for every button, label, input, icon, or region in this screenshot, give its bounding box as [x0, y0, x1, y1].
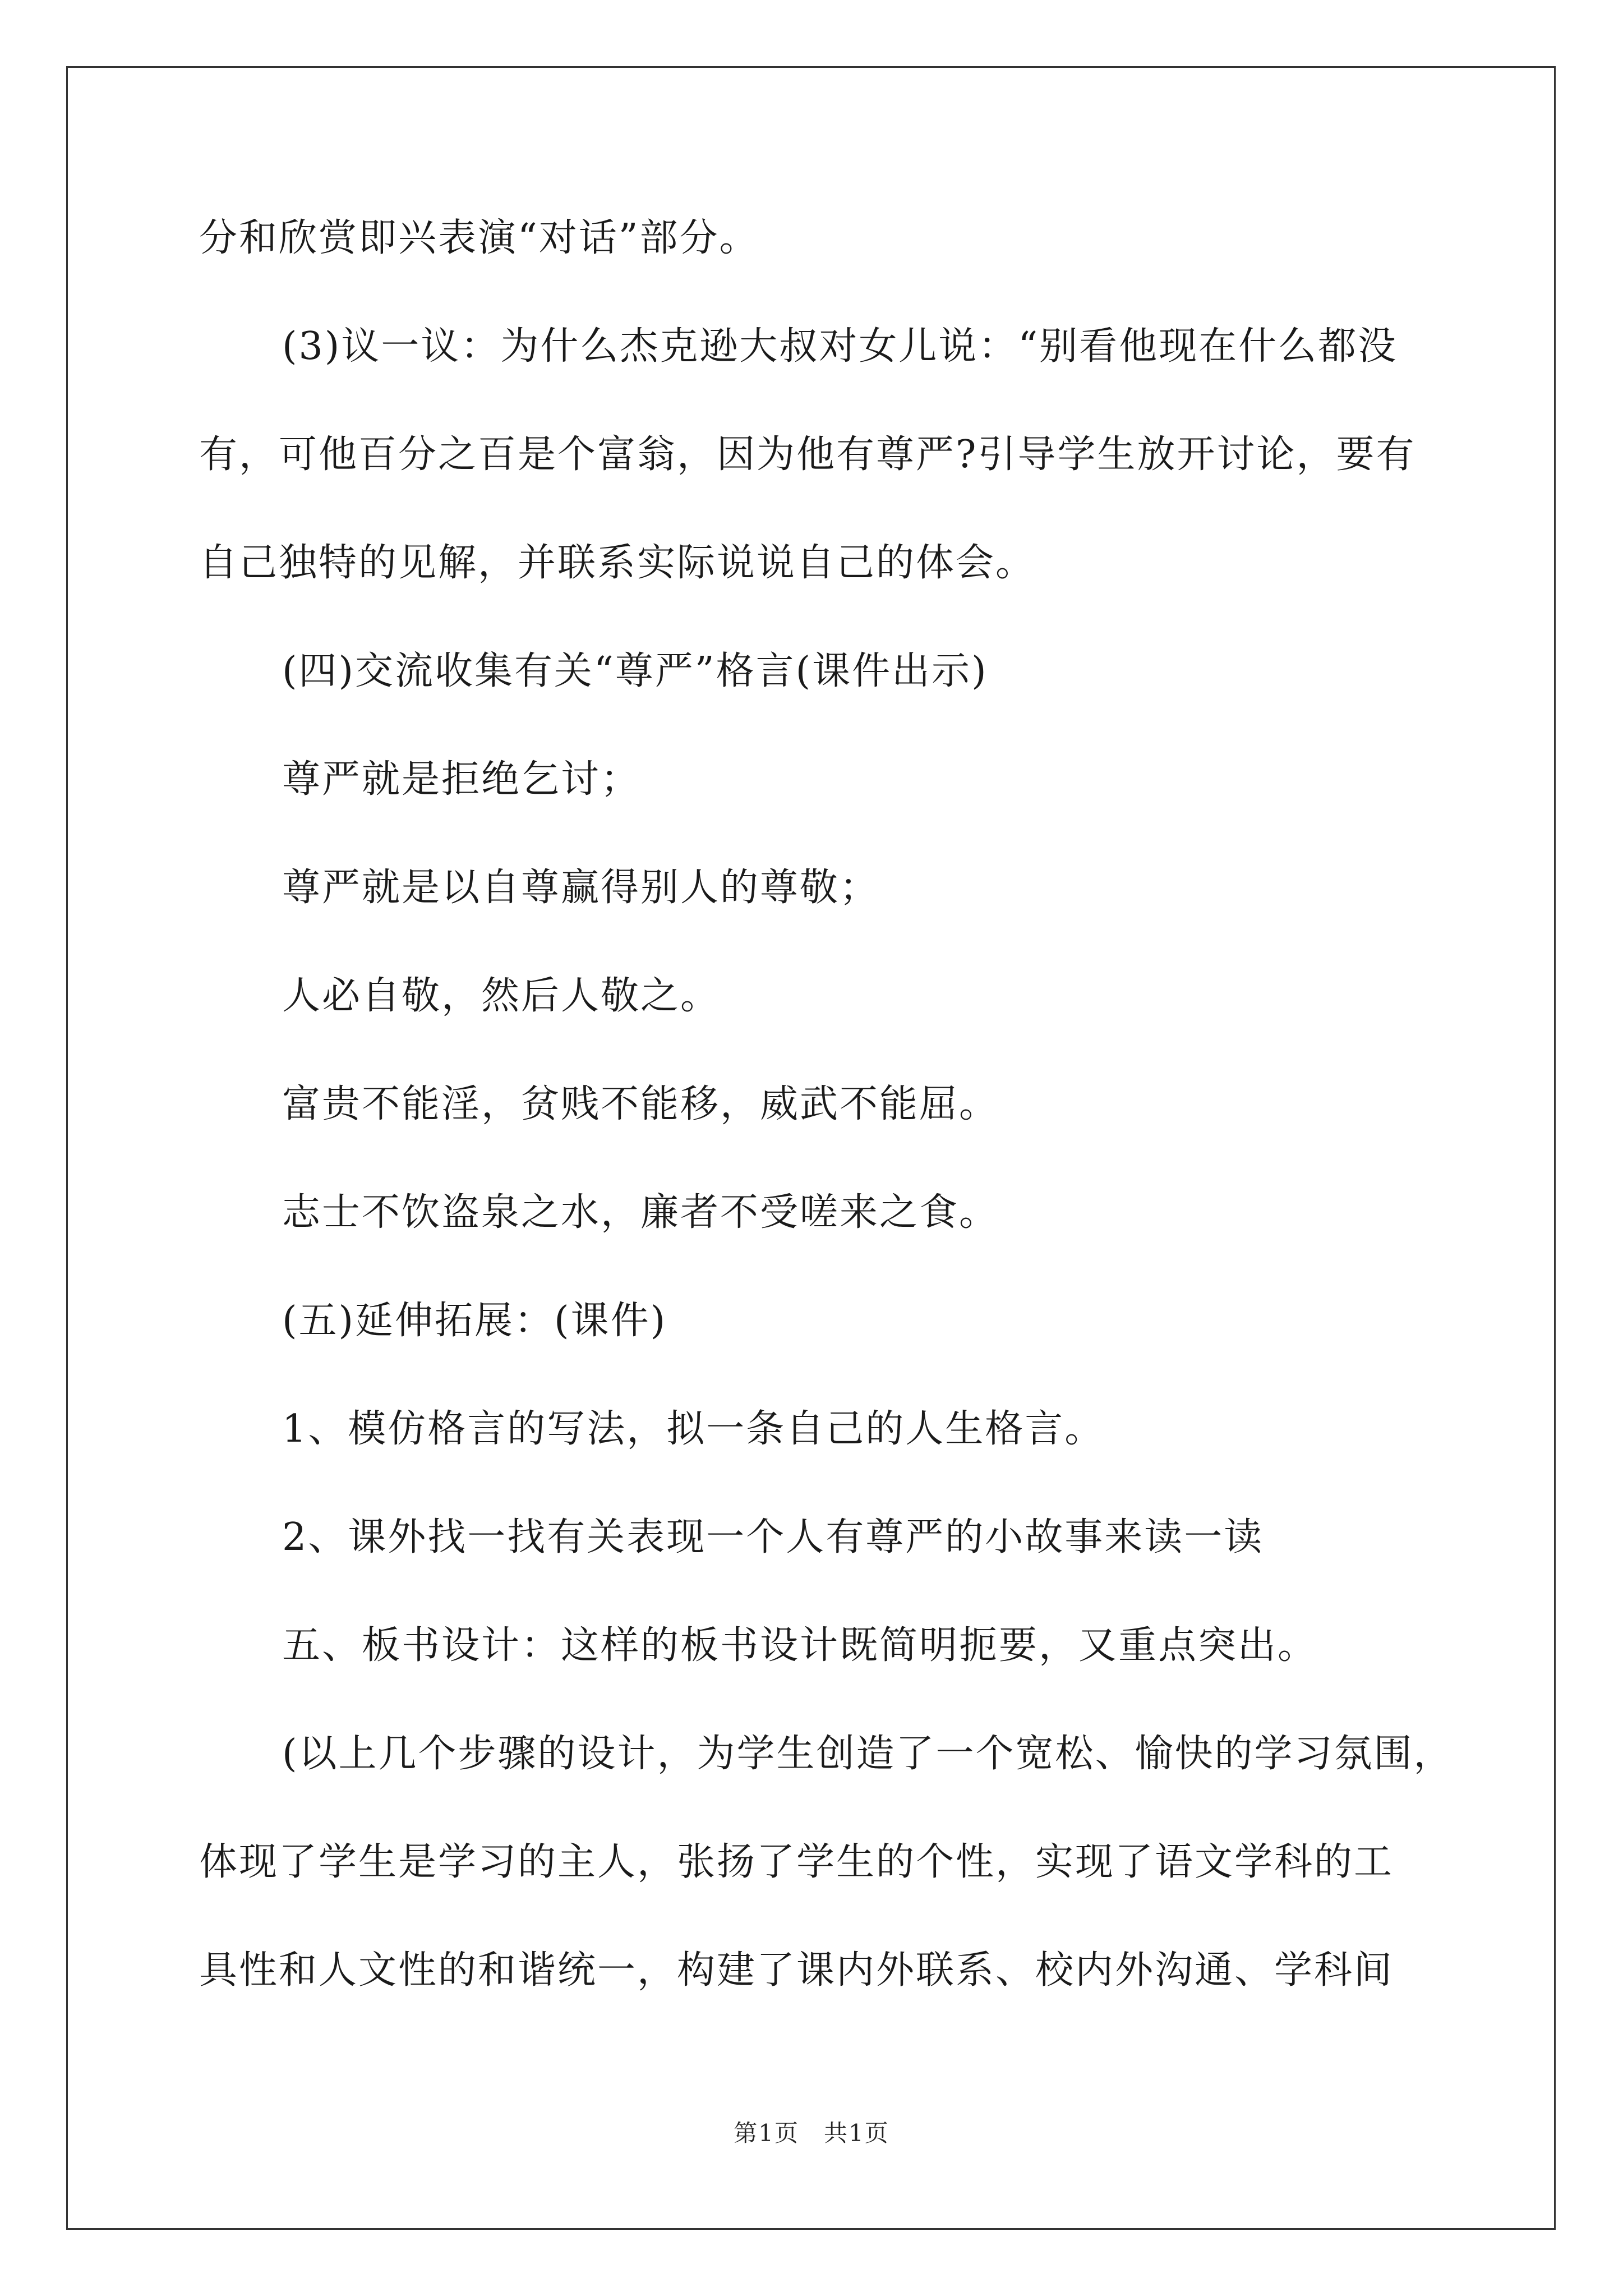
text-line: 五、板书设计：这样的板书设计既简明扼要，又重点突出。 — [282, 1623, 1318, 1668]
text-line: 体现了学生是学习的主人，张扬了学生的个性，实现了语文学科的工 — [199, 1840, 1394, 1884]
text-line: 有，可他百分之百是个富翁，因为他有尊严?引导学生放开讨论，要有 — [199, 432, 1416, 477]
text-line: 分和欣赏即兴表演“对话”部分。 — [199, 216, 759, 260]
text-line: 志士不饮盗泉之水，廉者不受嗟来之食。 — [282, 1190, 999, 1235]
text-line: 尊严就是以自尊赢得别人的尊敬； — [282, 866, 880, 910]
text-line: (四)交流收集有关“尊严”格言(课件出示) — [282, 649, 988, 693]
page-number-footer: 第1页 共1页 — [734, 2119, 889, 2147]
page-border — [66, 66, 1556, 2230]
text-line: 1、模仿格言的写法，拟一条自己的人生格言。 — [282, 1407, 1105, 1451]
text-line: (五)延伸拓展：(课件) — [282, 1299, 667, 1343]
text-line: (以上几个步骤的设计，为学生创造了一个宽松、愉快的学习氛围， — [282, 1732, 1454, 1776]
text-line: 自己独特的见解，并联系实际说说自己的体会。 — [199, 541, 1036, 585]
text-line: 人必自敬，然后人敬之。 — [282, 974, 721, 1018]
text-line: (3)议一议：为什么杰克逊大叔对女儿说：“别看他现在什么都没 — [282, 324, 1398, 369]
text-line: 具性和人文性的和谐统一，构建了课内外联系、校内外沟通、学科间 — [199, 1948, 1394, 1993]
text-line: 富贵不能淫，贫贱不能移，威武不能屈。 — [282, 1082, 999, 1126]
text-line: 2、课外找一找有关表现一个人有尊严的小故事来读一读 — [282, 1515, 1264, 1559]
text-line: 尊严就是拒绝乞讨； — [282, 757, 641, 802]
